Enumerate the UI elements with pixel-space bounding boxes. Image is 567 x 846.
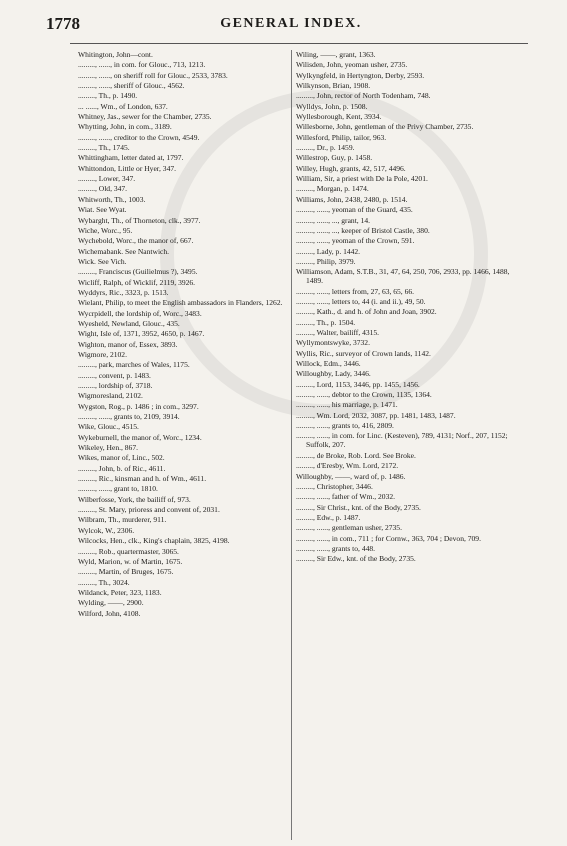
index-entry: Wilbram, Th., murderer, 911.	[78, 515, 167, 525]
index-entry: Wiat. See Wyat.	[78, 205, 127, 215]
index-entry: Wigmore, 2102.	[78, 349, 127, 359]
index-entry: Williamson, Adam, S.T.B., 31, 47, 64, 250, 706, 2933, pp. 1466, 1488, 1489.	[296, 267, 510, 286]
index-entry: ........., convent, p. 1483.	[78, 370, 151, 380]
index-entry: Wildanck, Peter, 323, 1183.	[78, 587, 162, 597]
index-entry: Willestrop, Guy, p. 1458.	[296, 153, 373, 163]
page-header	[46, 14, 536, 40]
index-entry: Wigmoresland, 2102.	[78, 391, 143, 401]
index-entry: Wielant, Philip, to meet the English ambassadors in Flanders, 1262.	[78, 298, 283, 308]
index-column-right	[296, 50, 514, 565]
index-entry: ........., ......, grants to, 2109, 3914.	[78, 412, 180, 422]
index-entry: ........., Th., 3024.	[78, 577, 130, 587]
index-entry: ........., ......, gentleman usher, 2735.	[296, 523, 402, 533]
index-entry: Willoughby, Lady, 3446.	[296, 369, 371, 379]
index-entry: ........., ......, ..., keeper of Bristol Castle, 380.	[296, 225, 430, 235]
index-entry: ........., Sir Edw., knt. of the Body, 2735.	[296, 554, 416, 564]
index-entry: ........., ......, father of Wm., 2032.	[296, 492, 396, 502]
index-entry: ........., Sir Christ., knt. of the Body, 2735.	[296, 502, 421, 512]
index-entry: ........., Christopher, 3446.	[296, 481, 373, 491]
index-entry: ... ......, Wm., of London, 637.	[78, 101, 168, 111]
index-entry: Wiling, ——, grant, 1363.	[296, 50, 376, 59]
index-entry: ........., ......, in com., 711 ; for Cornw., 363, 704 ; Devon, 709.	[296, 533, 481, 543]
index-entry: ........., Morgan, p. 1474.	[296, 184, 369, 194]
index-entry: Wyllymontswyke, 3732.	[296, 338, 370, 348]
index-entry: Wyllesborough, Kent, 3934.	[296, 112, 382, 122]
index-entry: Willey, Hugh, grants, 42, 517, 4496.	[296, 163, 406, 173]
index-column-left	[78, 50, 292, 619]
page-number: 1778	[46, 14, 80, 33]
index-entry: Wilcocks, Hen., clk., King's chaplain, 3825, 4198.	[78, 536, 230, 546]
index-entry: ........., lordship of, 3718.	[78, 381, 153, 390]
index-entry: ........., Walter, bailiff, 4315.	[296, 327, 380, 337]
index-entry: Wilberfosse, York, the bailiff of, 973.	[78, 494, 191, 504]
index-entry: ........., ......, his marriage, p. 1471.	[296, 400, 398, 410]
index-entry: Wybarght, Th., of Thorneton, clk., 3977.	[78, 215, 201, 225]
index-entry: Wikeley, Hen., 867.	[78, 443, 138, 453]
index-entry: Wylding, ——, 2900.	[78, 598, 144, 608]
index-entry: William, Sir, a priest with De la Pole, 4201.	[296, 174, 428, 184]
index-entry: ........., ......, yeoman of the Guard, 435.	[296, 205, 413, 215]
index-entry: ........., Old, 347.	[78, 184, 128, 194]
index-entry: Wicliff, Ralph, of Wicklif, 2119, 3926.	[78, 277, 196, 287]
index-entry: ........., ......, in com. for Glouc., 713, 1213.	[78, 60, 206, 70]
index-entry: Wyesheld, Newland, Glouc., 435.	[78, 318, 180, 328]
index-entry: Wylcok, W., 2306.	[78, 525, 135, 535]
index-entry: Wilisden, John, yeoman usher, 2735.	[296, 60, 408, 70]
index-entry: ........., Ric., kinsman and h. of Wm., 4611.	[78, 474, 207, 484]
index-entry: ........., ......, grants to, 416, 2809.	[296, 421, 394, 431]
index-entry: ........., Martin, of Bruges, 1675.	[78, 567, 174, 577]
index-entry: ........., park, marches of Wales, 1175.	[78, 360, 190, 370]
index-entry: ........., Th., p. 1504.	[296, 317, 356, 327]
index-entry: ........., St. Mary, prioress and convent of, 2031.	[78, 505, 220, 515]
index-entry: Wygston, Rog., p. 1486 ; in com., 3297.	[78, 401, 199, 411]
index-entry: Williams, John, 2438, 2480, p. 1514.	[296, 194, 408, 204]
index-entry: Wychebold, Worc., the manor of, 667.	[78, 236, 194, 246]
index-entry: Whytting, John, in com., 3189.	[78, 122, 172, 132]
index-entry: ........., ......, ..., grant, 14.	[296, 215, 370, 225]
index-entry: ........., Kath., d. and h. of John and Joan, 3902.	[296, 307, 437, 317]
index-entry: ........., ......, debtor to the Crown, 1135, 1364.	[296, 390, 432, 400]
index-entry: Wyllis, Ric., surveyor of Crown lands, 1142.	[296, 348, 431, 358]
index-entry: ........., Franciscus (Guilielmus ?), 3495.	[78, 267, 198, 277]
index-entry: ........., ......, yeoman of the Crown, 591.	[296, 236, 415, 246]
index-entry: ........., Th., 1745.	[78, 143, 130, 153]
index-entry: ........., Dr., p. 1459.	[296, 143, 355, 153]
index-entry: Whitney, Jas., sewer for the Chamber, 2735.	[78, 112, 212, 122]
index-entry: ........., Rob., quartermaster, 3065.	[78, 546, 179, 556]
index-entry: ........., ......, creditor to the Crown, 4549.	[78, 132, 200, 142]
index-entry: Willesborne, John, gentleman of the Privy Chamber, 2735.	[296, 122, 474, 132]
index-entry: Wylkyngfeld, in Hertyngton, Derby, 2593.	[296, 70, 425, 80]
index-entry: Wick. See Vich.	[78, 256, 127, 266]
index-entry: ........., Lady, p. 1442.	[296, 246, 361, 256]
index-entry: ........., John, b. of Ric., 4611.	[78, 463, 166, 473]
index-entry: Wike, Glouc., 4515.	[78, 422, 139, 432]
index-entry: Wyddyrs, Ric., 3323, p. 1513.	[78, 287, 169, 297]
index-entry: ........., Th., p. 1490.	[78, 91, 138, 101]
index-entry: Wikes, manor of, Linc., 502.	[78, 453, 165, 463]
index-entry: Whittingham, letter dated at, 1797.	[78, 153, 184, 163]
index-entry: ........., Lower, 347.	[78, 174, 136, 184]
index-entry: Whitington, John—cont.	[78, 50, 153, 59]
index-entry: ........., ......, sheriff of Glouc., 4562.	[78, 81, 185, 91]
index-entry: Wilford, John, 4108.	[78, 608, 141, 618]
index-entry: Willoughby, ——, ward of, p. 1486.	[296, 471, 406, 481]
index-entry: Whittondon, Little or Hyer, 347.	[78, 163, 176, 173]
index-entry: Willesford, Philip, tailor, 963.	[296, 132, 387, 142]
index-entry: Whitworth, Th., 1003.	[78, 194, 146, 204]
index-entry: ........., Philip, 3979.	[296, 256, 356, 266]
index-entry: Wight, Isle of, 1371, 3952, 4650, p. 1467.	[78, 329, 205, 339]
index-entry: Wichemabank. See Nantwich.	[78, 246, 170, 256]
index-entry: ........., de Broke, Rob. Lord. See Broke.	[296, 450, 416, 460]
index-entry: ........., Wm. Lord, 2032, 3087, pp. 1481, 1483, 1487.	[296, 410, 456, 420]
index-entry: Wyld, Marion, w. of Martin, 1675.	[78, 556, 183, 566]
index-entry: Wilkynson, Brian, 1908.	[296, 81, 371, 91]
index-entry: ........., John, rector of North Todenham, 748.	[296, 91, 431, 101]
index-entry: Willock, Edm., 3446.	[296, 359, 361, 369]
index-entry: ........., d'Eresby, Wm. Lord, 2172.	[296, 461, 399, 471]
index-entry: ........., Lord, 1153, 3446, pp. 1455, 1456.	[296, 379, 420, 389]
index-entry: ........., ......, grants to, 448.	[296, 543, 376, 553]
index-entry: ........., ......, letters from, 27, 63, 65, 66.	[296, 286, 415, 296]
index-entry: ........., Edw., p. 1487.	[296, 512, 361, 522]
index-entry: Wighton, manor of, Essex, 3893.	[78, 339, 178, 349]
index-entry: Wycrpidell, the lordship of, Worc., 3483.	[78, 308, 202, 318]
header-rule	[70, 43, 528, 44]
index-entry: ........., ......, on sheriff roll for Glouc., 2533, 3783.	[78, 70, 228, 80]
index-entry: ........., ......, grant to, 1810.	[78, 484, 158, 494]
index-entry: ........., ......, letters to, 44 (i. and ii.), 49, 50.	[296, 296, 426, 306]
index-entry: Wylldys, John, p. 1508.	[296, 101, 368, 111]
running-head-title: GENERAL INDEX.	[220, 16, 362, 31]
index-entry: ........., ......, in com. for Linc. (Kesteven), 789, 4131; Norf., 207, 1152; Suffolk, 207.	[296, 431, 508, 450]
index-entry: Wiche, Worc., 95.	[78, 225, 133, 235]
index-entry: Wykeburnell, the manor of, Worc., 1234.	[78, 432, 202, 442]
